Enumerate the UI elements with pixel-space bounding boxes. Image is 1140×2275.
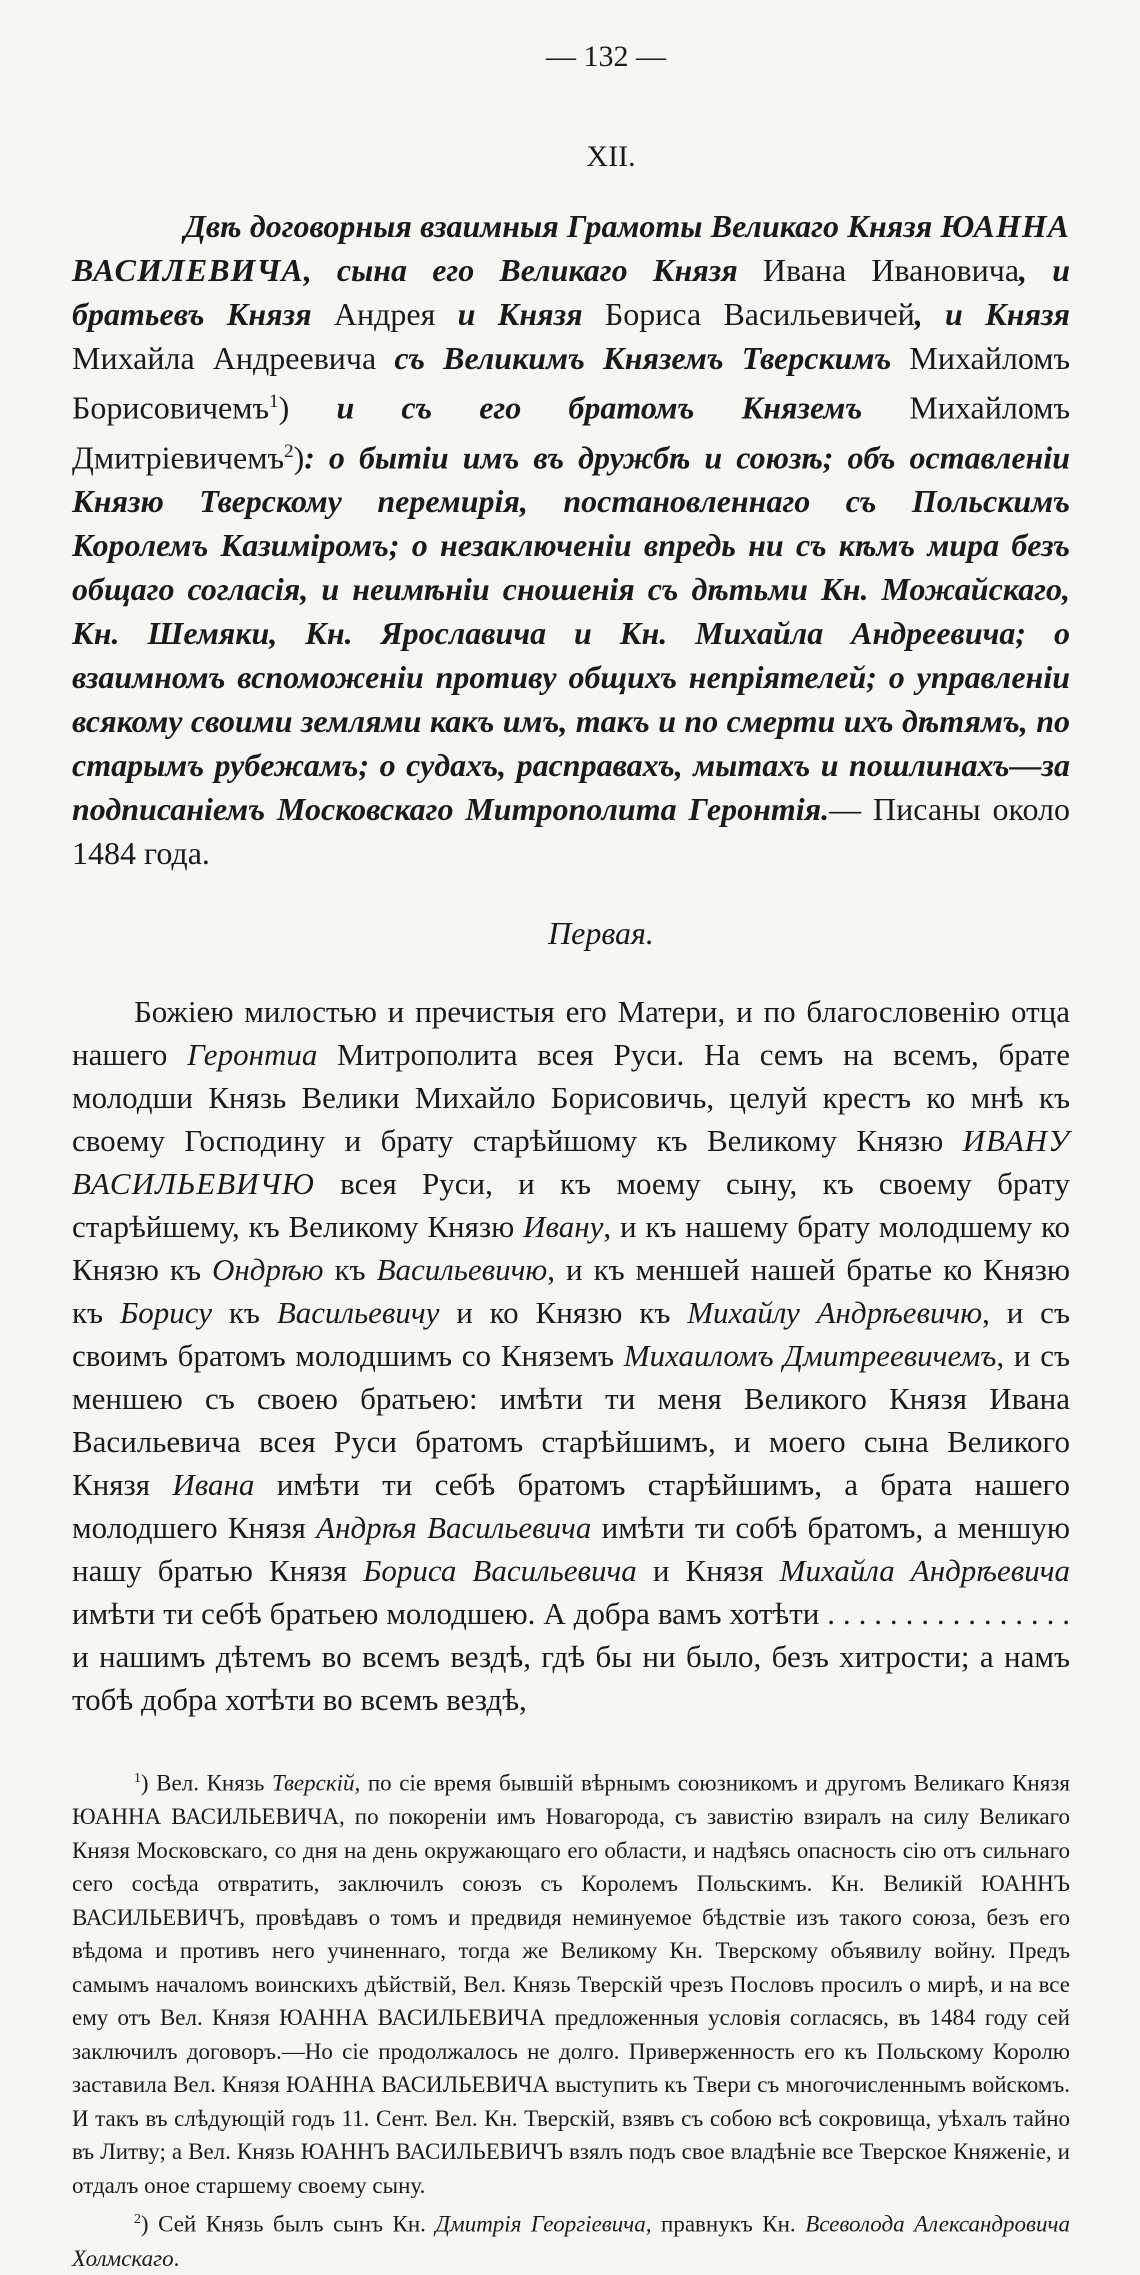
body-text: Ивану — [523, 1209, 604, 1245]
heading-text: , и Князя — [914, 296, 1071, 332]
body-text: къ — [212, 1295, 277, 1331]
heading-text: Михайломъ Борисовичемъ — [72, 340, 1071, 426]
section-heading: Двѣ договорныя взаимныя Грамоты Великаго Князя ЮАННА ВАСИЛЕВИЧА, сына его Великаго Князя Ивана Ивановича, и братьевъ Князя Андрея и Князя Бориса Васильевичей, и Князя Михайла Андреевича съ Великимъ Княземъ Тверскимъ Михайломъ Борисовичемъ$^1$) и съ его братомъ Княземъ Михайломъ Дмитріевичемъ$^2$): о бытіи имъ въ дружбѣ и союзѣ; объ оставленіи Князю Тверскому перемирія, постановленнаго съ Польскимъ Королемъ Казиміромъ; о незаключеніи впредь ни съ кѣмъ мира безъ общаго согласія, и неимѣніи сношенія съ дѣтьми Кн. Можайскаго, Кн. Шемяки, Кн. Ярославича и Кн. Михайла Андреевича; о взаимномъ вспоможеніи противу общихъ непріятелей; о управленіи всякому своими землями какъ имъ, такъ и по смерти ихъ дѣтямъ, по старымъ рубежамъ; о судахъ, расправахъ, мытахъ и пошлинахъ—за подписаніемъ Московскаго Митрополита Геронтія.— Писаны около 1484 года. — [72, 208, 1071, 872]
footnote-text: , по сіе время бывшій вѣрнымъ союзникомъ и другомъ Великаго Князя ЮАННА ВАСИЛЬЕВИЧА, по покореніи имъ Новагорода, съ завистію взиралъ на силу Великаго Князя Московскаго, со дня на день окружающаго его области, и надѣясь опасность сію отъ сильнаго сего сосѣда отвратить, заключилъ союзъ съ Королемъ Польскимъ. Кн. Великій ЮАННЪ ВАСИЛЬЕВИЧЪ, провѣдавъ о томъ и предвидя неминуемое бѣдствіе изъ такого союза, безъ его вѣдома и противъ него учиненнаго, тогда же Великому Кн. Тверскому объявилу войну. Предъ самымъ началомъ воинскихъ дѣйствій, Вел. Князь Тверскій чрезъ Пословъ просилъ о мирѣ, и на все ему отъ Вел. Князя ЮАННА ВАСИЛЬЕВИЧА предложенныя условія согласясь, въ 1484 году сей заключилъ договоръ.—Но сіе продолжалось не долго. Приверженность его къ Польскому Королю заставила Вел. Князя ЮАННА ВАСИЛЬЕВИЧА выступить къ Твери съ многочисленнымъ войскомъ. И такъ въ слѣдующій годъ 11. Сент. Вел. Кн. Тверскій, взявъ съ собою всѣ сокровища, уѣхалъ тайно въ Литву; а Вел. Князь ЮАННЪ ВАСИЛЬЕВИЧЪ взялъ подъ свое владѣніе все Тверское Княженіе, и отдалъ оное старшему своему сыну. — [72, 1770, 1070, 2198]
body-text: имѣти ти себѣ братомъ старѣйшимъ, а брата нашего молодшего Князя — [72, 1467, 1071, 1546]
footnote-ref: 1 — [269, 391, 279, 412]
body-text: , и къ нашему брату молодшему ко Князю къ — [72, 1209, 1071, 1288]
body-text: Ондрѣю — [212, 1252, 324, 1288]
body-text: , и съ меншею съ своею братьею: имѣти ти меня Великого Князя Ивана Васильевича всея Руси братомъ старѣйшимъ, и моего сына Великого Князя — [72, 1338, 1070, 1503]
heading-text: Бориса Васильевичей — [604, 296, 915, 332]
footnote-ref: 2 — [284, 440, 294, 462]
body-text: Михайла Андрѣевича — [779, 1553, 1070, 1589]
body-text: , и съ своимъ братомъ молодшимъ со Княземъ — [72, 1295, 1070, 1374]
footnote-1 — [72, 1761, 1070, 2202]
body-text: Васильевичю — [376, 1252, 548, 1288]
body-text: Михаиломъ Дмитреевичемъ — [623, 1338, 997, 1374]
heading-text: ЮАННА ВАСИЛЕВИЧА — [72, 208, 1070, 288]
footnote-text: Тверскій — [271, 1770, 355, 1796]
footnote-text: Всеволода Александровича Холмскаго — [72, 2212, 1070, 2271]
body-text: Геронтиа — [187, 1037, 318, 1073]
body-text: Божіею милостью и пречистыя его Матери, и по благословенію отца нашего — [72, 994, 1070, 1073]
heading-text: Михайла Андреевича — [72, 340, 377, 376]
body-text: имѣти ти собѣ братомъ, а меншую нашу братью Князя — [72, 1510, 1070, 1589]
body-paragraph — [72, 990, 1070, 1721]
subtitle: Первая. — [548, 915, 654, 952]
body-text: Андрѣя Васильевича — [316, 1510, 592, 1546]
body-text: Васильевичу — [276, 1295, 440, 1331]
body-text: къ — [323, 1252, 377, 1288]
body-text: имѣти ти себѣ братьею молодшею. А добра вамъ хотѣти . . . . . . . . . . . . . . . . и нашимъ дѣтемъ во всемъ вездѣ, гдѣ бы ни было, безъ хитрости; а намъ тобѣ добра хотѣти во всемъ вездѣ, — [72, 1596, 1070, 1718]
heading-text: : о бытіи имъ въ дружбѣ и союзѣ; объ оставленіи Князю Тверскому перемирія, постановленнаго съ Польскимъ Королемъ Казиміромъ; о незаключеніи впредь ни съ кѣмъ мира безъ общаго согласія, и неимѣніи сношенія съ дѣтьми Кн. Можайскаго, Кн. Шемяки, Кн. Ярославича и Кн. Михайла Андреевича; о взаимномъ вспоможеніи противу общихъ непріятелей; о управленіи всякому своими землями какъ имъ, такъ и по смерти ихъ дѣтямъ, по старымъ рубежамъ; о судахъ, расправахъ, мытахъ и пошлинахъ—за подписаніемъ Московскаго Митрополита Геронтія. — [72, 439, 1070, 828]
footnote-text: , правнукъ Кн. — [645, 2212, 806, 2238]
body-text: Борису — [119, 1295, 213, 1331]
footnote-mark: 2 — [134, 2211, 141, 2227]
heading-text: Ивана Ивановича — [762, 252, 1020, 288]
heading-text: Михайломъ Дмитріевичемъ — [72, 389, 1070, 476]
footnote-mark: 1 — [134, 1770, 141, 1786]
body-text: и ко Князю къ — [439, 1295, 688, 1331]
heading-text: и съ его братомъ Княземъ — [289, 389, 910, 426]
body-text: Митрополита всея Руси. На семъ на всемъ, брате молодши Князь Велики Михайло Борисовичь, целуй крестъ ко мнѣ къ своему Господину и брату старѣйшому къ Великому Князю — [72, 1037, 1070, 1159]
heading-text: Двѣ договорныя взаимныя Грамоты Великаго Князя — [184, 208, 941, 244]
body-text: , и къ меншей нашей братье ко Князю къ — [72, 1252, 1070, 1331]
page-number: — 132 — — [546, 40, 666, 73]
body-text: Михайлу Андрѣевичю — [687, 1295, 983, 1331]
section-number: XII. — [586, 140, 636, 173]
body-text: Ивана — [172, 1467, 255, 1503]
heading-text: , и братьевъ Князя — [72, 252, 1071, 332]
body-text: Бориса Васильевича — [363, 1553, 637, 1589]
heading-text: , сына его Великаго Князя — [303, 252, 763, 288]
footnote-text: ) Вел. Князь — [140, 1770, 272, 1796]
body-text: ИВАНУ ВАСИЛЬЕВИЧЮ — [72, 1123, 1070, 1202]
footnote-2 — [72, 2202, 1070, 2275]
footnote-text: Дмитрія Георгіевича — [435, 2212, 646, 2238]
heading-text: и Князя — [435, 296, 605, 332]
footnote-text: ) Сей Князь былъ сынъ Кн. — [140, 2212, 436, 2238]
footnote-text: . — [173, 2245, 180, 2271]
heading-text: съ Великимъ Княземъ Тверскимъ — [376, 340, 910, 376]
heading-text: — Писаны около 1484 года. — [72, 791, 1071, 872]
footnotes — [72, 1761, 1070, 2275]
heading-text: Андрея — [333, 296, 436, 332]
body-text: и Князя — [636, 1553, 780, 1589]
body-text: всея Руси, и къ моему сыну, къ своему брату старѣйшему, къ Великому Князю — [72, 1166, 1070, 1245]
document-page — [72, 40, 1070, 2275]
